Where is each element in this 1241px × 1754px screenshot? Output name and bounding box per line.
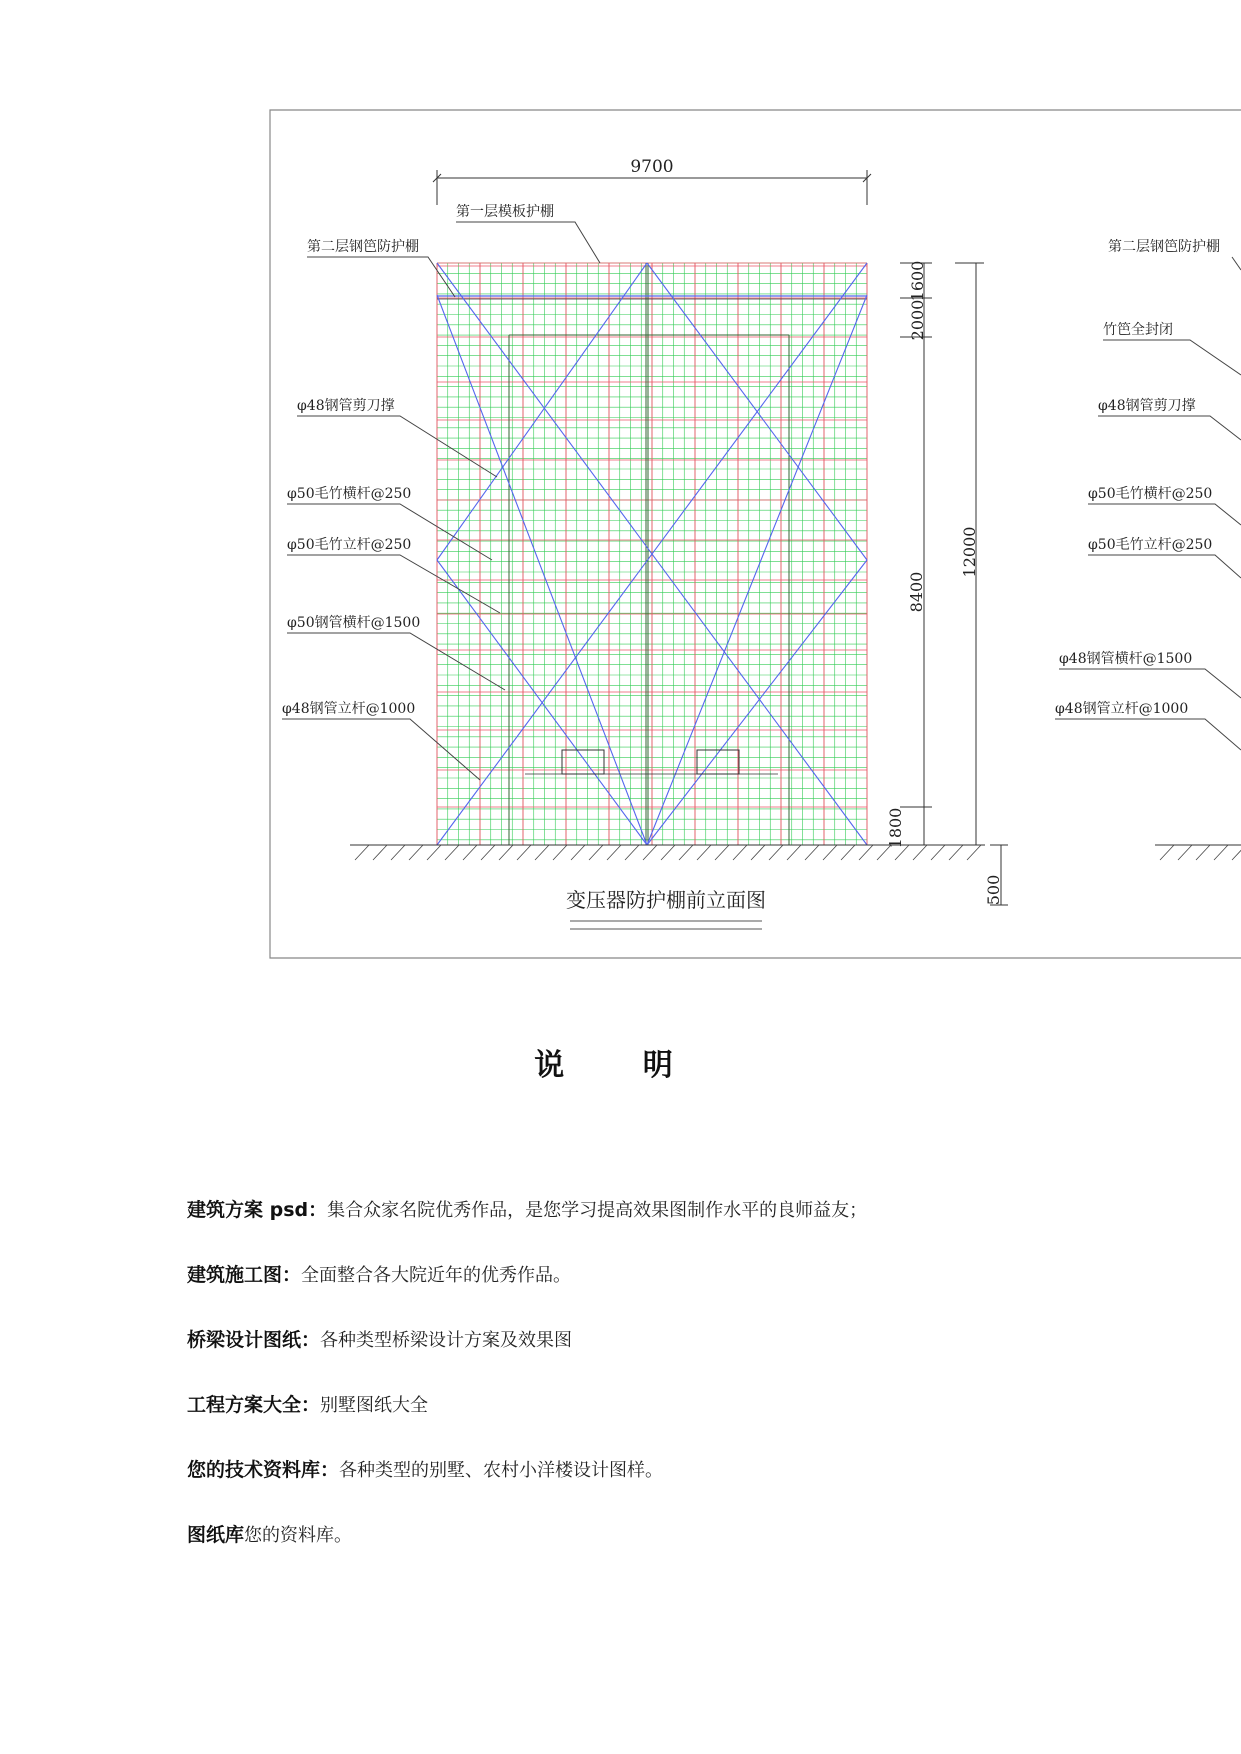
ground-hatch <box>1178 845 1192 860</box>
note-item <box>187 1393 1187 1458</box>
note-item <box>187 1263 1187 1328</box>
ground-hatch <box>499 845 513 860</box>
ground-hatch <box>1160 845 1174 860</box>
right-label-5: φ50毛竹立杆@250 <box>1088 537 1213 553</box>
ground-hatch <box>1232 845 1241 860</box>
right-annotations <box>1055 238 1241 750</box>
ground-hatch <box>859 845 873 860</box>
ground-line <box>350 845 1241 860</box>
ground-hatch <box>697 845 711 860</box>
brace <box>437 263 647 560</box>
note-item <box>187 1523 1187 1588</box>
brace <box>437 295 647 845</box>
dim-width-9700 <box>433 157 871 205</box>
ground-hatch <box>373 845 387 860</box>
ground-hatch <box>913 845 927 860</box>
drawing-caption: 变压器防护棚前立面图 <box>566 888 766 912</box>
ground-hatch <box>661 845 675 860</box>
left-label-1: 第一层模板护棚 <box>456 204 554 220</box>
ground-hatch <box>877 845 891 860</box>
ground-hatch <box>931 845 945 860</box>
ground-hatch <box>553 845 567 860</box>
ground-hatch <box>535 845 549 860</box>
left-label-2: 第二层钢笆防护棚 <box>307 239 419 255</box>
ground-hatch <box>769 845 783 860</box>
left-label-3: φ48钢管剪刀撑 <box>297 398 395 414</box>
note-value: 各种类型桥梁设计方案及效果图 <box>320 1330 573 1351</box>
left-annotations <box>282 203 600 780</box>
ground-hatch <box>1196 845 1210 860</box>
right-label-6: φ48钢管横杆@1500 <box>1059 651 1193 667</box>
drawing-frame <box>270 110 1241 958</box>
ground-hatch <box>463 845 477 860</box>
vent-box-left <box>562 750 604 774</box>
ground-hatch <box>445 845 459 860</box>
ground-hatch <box>571 845 585 860</box>
note-item <box>187 1198 1187 1263</box>
ground-hatch <box>427 845 441 860</box>
right-label-2: 竹笆全封闭 <box>1103 322 1173 338</box>
ground-hatch <box>391 845 405 860</box>
ground-hatch <box>949 845 963 860</box>
ground-hatch <box>1214 845 1228 860</box>
notes-list <box>187 1198 1187 1588</box>
right-label-1: 第二层钢笆防护棚 <box>1108 239 1220 255</box>
dim-vertical-chain <box>886 261 1008 906</box>
dim-8400-text: 8400 <box>907 571 926 613</box>
note-item <box>187 1458 1187 1523</box>
ground-hatch <box>751 845 765 860</box>
dim-1600-text: 1600 <box>908 260 927 302</box>
note-key: 建筑施工图： <box>187 1264 302 1286</box>
ground-hatch <box>409 845 423 860</box>
ground-hatch <box>643 845 657 860</box>
ground-hatch <box>805 845 819 860</box>
note-value: 集合众家名院优秀作品，是您学习提高效果图制作水平的良师益友； <box>327 1200 868 1221</box>
note-key: 建筑方案 psd： <box>187 1199 328 1221</box>
ground-hatch <box>625 845 639 860</box>
note-key: 您的技术资料库： <box>187 1459 340 1481</box>
ground-hatch <box>787 845 801 860</box>
right-label-7: φ48钢管立杆@1000 <box>1055 701 1189 717</box>
brace <box>647 295 867 845</box>
note-key: 工程方案大全： <box>187 1394 321 1416</box>
ground-hatch <box>823 845 837 860</box>
note-item <box>187 1328 1187 1393</box>
dim-1800-text: 1800 <box>886 807 905 849</box>
right-label-3: φ48钢管剪刀撑 <box>1098 398 1196 414</box>
ground-hatch <box>733 845 747 860</box>
ground-hatch <box>589 845 603 860</box>
ground-hatch <box>355 845 369 860</box>
right-label-4: φ50毛竹横杆@250 <box>1088 486 1213 502</box>
note-key: 图纸库 <box>187 1524 245 1546</box>
dim-12000-text: 12000 <box>960 526 979 578</box>
note-value: 全面整合各大院近年的优秀作品。 <box>301 1265 572 1286</box>
ground-hatch <box>607 845 621 860</box>
ground-hatch <box>715 845 729 860</box>
section-title: 说 明 <box>534 1048 707 1083</box>
ground-hatch <box>841 845 855 860</box>
left-label-5: φ50毛竹立杆@250 <box>287 537 412 553</box>
note-value: 别墅图纸大全 <box>320 1395 429 1416</box>
dim-9700-text: 9700 <box>630 157 674 177</box>
dim-500-text: 500 <box>984 874 1003 906</box>
left-label-6: φ50钢管横杆@1500 <box>287 615 421 631</box>
ground-hatch <box>481 845 495 860</box>
note-key: 桥梁设计图纸： <box>187 1329 321 1351</box>
left-label-7: φ48钢管立杆@1000 <box>282 701 416 717</box>
ground-hatch <box>967 845 981 860</box>
ground-hatch <box>517 845 531 860</box>
ground-hatch <box>679 845 693 860</box>
dim-2000-text: 2000 <box>908 299 927 341</box>
note-value: 您的资料库。 <box>244 1525 353 1546</box>
left-label-4: φ50毛竹横杆@250 <box>287 486 412 502</box>
note-value: 各种类型的别墅、农村小洋楼设计图样。 <box>339 1460 664 1481</box>
